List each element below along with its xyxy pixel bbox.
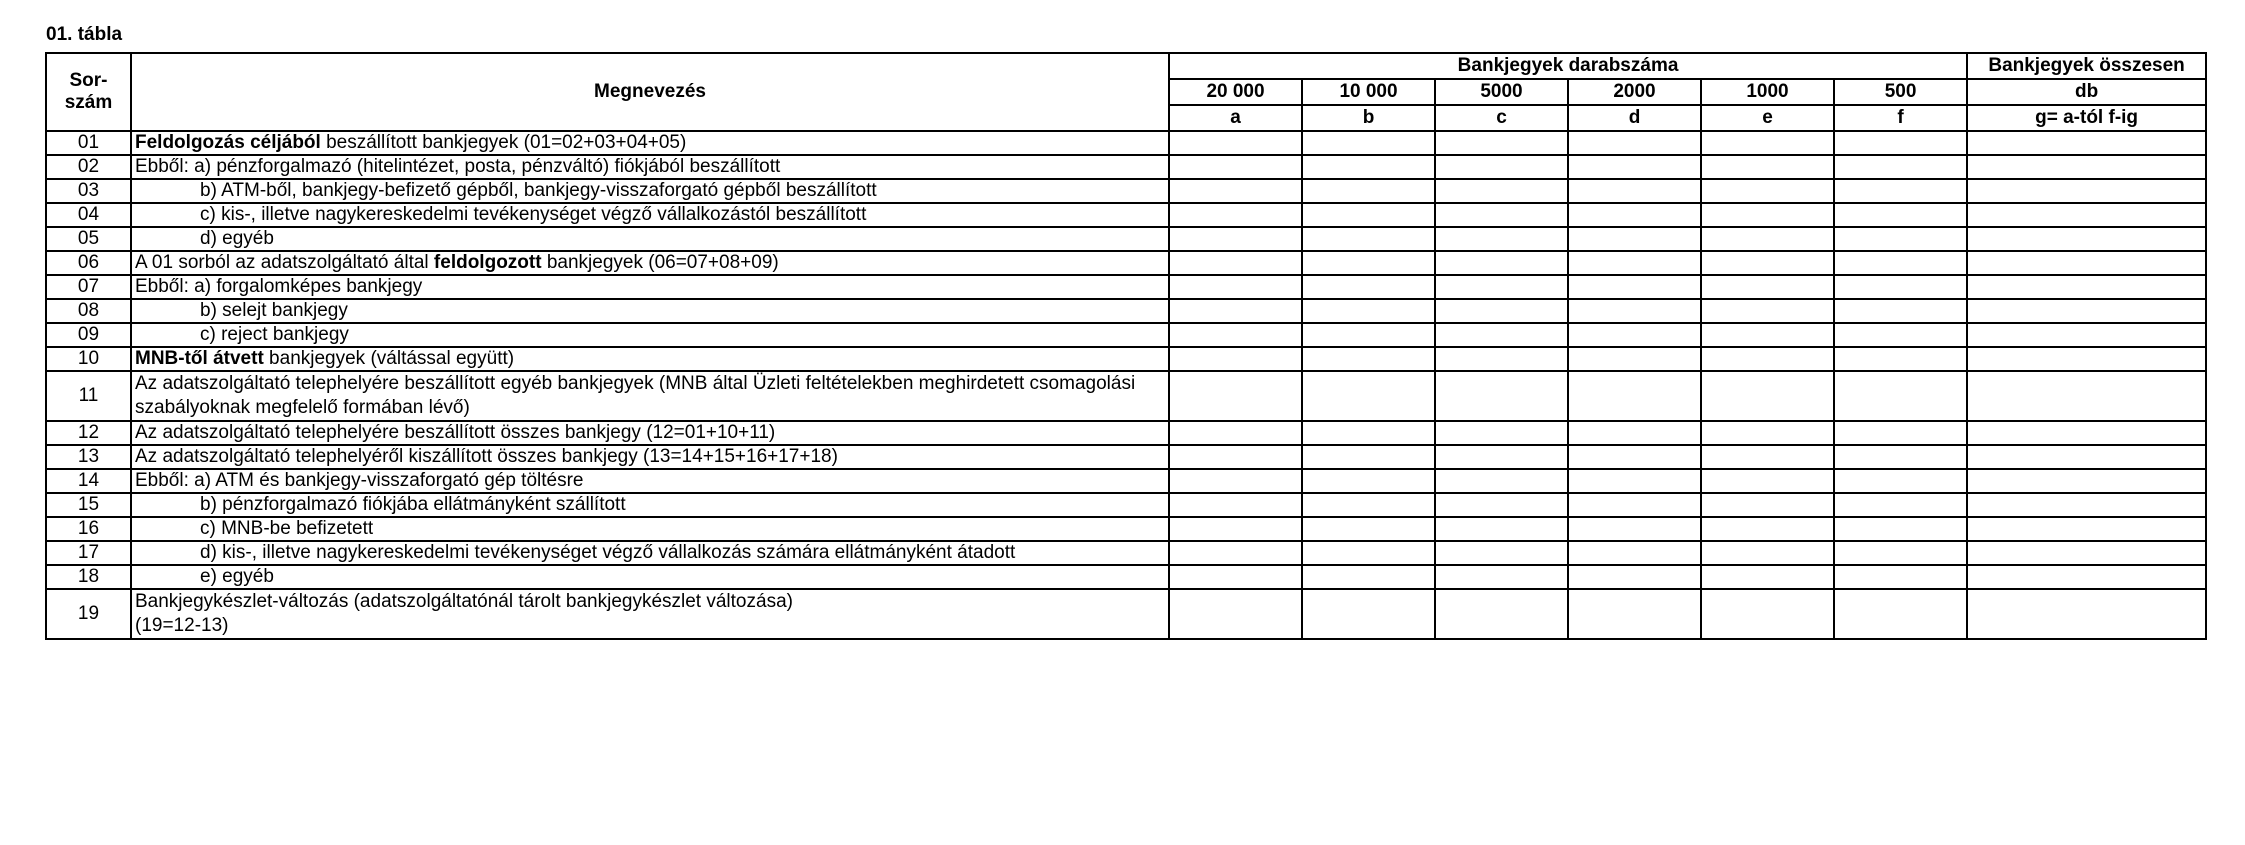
row-number: 05 bbox=[46, 227, 131, 251]
row-description bbox=[131, 517, 1169, 541]
value-cell[interactable] bbox=[1302, 469, 1435, 493]
header-denomination: 1000 bbox=[1701, 79, 1834, 105]
table-title: 01. tábla bbox=[46, 24, 123, 45]
value-cell[interactable] bbox=[1435, 131, 1568, 155]
value-cell[interactable] bbox=[1302, 131, 1435, 155]
row-description-text: A 01 sorból az adatszolgáltató által bbox=[135, 252, 434, 273]
table-row bbox=[46, 299, 2206, 323]
value-cell[interactable] bbox=[1834, 179, 1967, 203]
value-cell[interactable] bbox=[1834, 203, 1967, 227]
value-cell[interactable] bbox=[1302, 179, 1435, 203]
header-denomination: 5000 bbox=[1435, 79, 1568, 105]
table-row bbox=[46, 421, 2206, 445]
value-cell[interactable] bbox=[1435, 371, 1568, 421]
value-cell[interactable] bbox=[1967, 493, 2206, 517]
row-description bbox=[131, 131, 1169, 155]
header-sorszam-line1: Sor- bbox=[69, 70, 108, 91]
row-number: 17 bbox=[46, 541, 131, 565]
value-cell[interactable] bbox=[1302, 517, 1435, 541]
value-cell[interactable] bbox=[1967, 203, 2206, 227]
value-cell[interactable] bbox=[1435, 421, 1568, 445]
row-description-text: c) kis-, illetve nagykereskedelmi tevékenységet végző vállalkozástól beszállított bbox=[200, 204, 867, 225]
value-cell[interactable] bbox=[1834, 541, 1967, 565]
value-cell[interactable] bbox=[1834, 275, 1967, 299]
row-description-text: b) ATM-ből, bankjegy-befizető gépből, bankjegy-visszaforgató gépből beszállított bbox=[200, 180, 877, 201]
header-column-letter: d bbox=[1568, 105, 1701, 131]
value-cell[interactable] bbox=[1967, 275, 2206, 299]
row-description bbox=[131, 421, 1169, 445]
value-cell[interactable] bbox=[1568, 203, 1701, 227]
row-number: 02 bbox=[46, 155, 131, 179]
header-column-letter: e bbox=[1701, 105, 1834, 131]
row-description-text-after: bankjegyek (06=07+08+09) bbox=[541, 252, 779, 273]
table-row bbox=[46, 541, 2206, 565]
value-cell[interactable] bbox=[1169, 155, 1302, 179]
value-cell[interactable] bbox=[1701, 565, 1834, 589]
row-description bbox=[131, 275, 1169, 299]
row-description-text: d) egyéb bbox=[200, 228, 274, 249]
value-cell[interactable] bbox=[1568, 299, 1701, 323]
header-column-letter: c bbox=[1435, 105, 1568, 131]
table-row bbox=[46, 589, 2206, 639]
row-description-text: Ebből: a) forgalomképes bankjegy bbox=[135, 276, 423, 297]
value-cell[interactable] bbox=[1967, 517, 2206, 541]
value-cell[interactable] bbox=[1967, 299, 2206, 323]
value-cell[interactable] bbox=[1302, 565, 1435, 589]
value-cell[interactable] bbox=[1435, 275, 1568, 299]
value-cell[interactable] bbox=[1967, 589, 2206, 639]
row-number: 07 bbox=[46, 275, 131, 299]
value-cell[interactable] bbox=[1568, 469, 1701, 493]
value-cell[interactable] bbox=[1435, 227, 1568, 251]
value-cell[interactable] bbox=[1169, 203, 1302, 227]
value-cell[interactable] bbox=[1169, 131, 1302, 155]
row-number: 08 bbox=[46, 299, 131, 323]
value-cell[interactable] bbox=[1568, 565, 1701, 589]
value-cell[interactable] bbox=[1568, 371, 1701, 421]
value-cell[interactable] bbox=[1435, 155, 1568, 179]
table-row bbox=[46, 469, 2206, 493]
value-cell[interactable] bbox=[1701, 299, 1834, 323]
value-cell[interactable] bbox=[1169, 517, 1302, 541]
row-description-text: Az adatszolgáltató telephelyére beszállított egyéb bankjegyek (MNB által Üzleti feltételekben meghirdetett csomagolási szabályoknak megfelelő formában lévő) bbox=[135, 373, 1136, 418]
row-description-bold: Feldolgozás céljából bbox=[135, 132, 321, 153]
row-description-text: Bankjegykészlet-változás (adatszolgáltatónál tárolt bankjegykészlet változása) bbox=[135, 591, 793, 612]
value-cell[interactable] bbox=[1169, 179, 1302, 203]
value-cell[interactable] bbox=[1169, 445, 1302, 469]
value-cell[interactable] bbox=[1967, 469, 2206, 493]
header-column-letter: f bbox=[1834, 105, 1967, 131]
value-cell[interactable] bbox=[1169, 541, 1302, 565]
header-group-osszesen: Bankjegyek összesen bbox=[1967, 53, 2206, 79]
value-cell[interactable] bbox=[1435, 565, 1568, 589]
row-description bbox=[131, 445, 1169, 469]
row-number: 19 bbox=[46, 589, 131, 639]
value-cell[interactable] bbox=[1169, 227, 1302, 251]
value-cell[interactable] bbox=[1302, 589, 1435, 639]
value-cell[interactable] bbox=[1701, 203, 1834, 227]
row-description-text: b) pénzforgalmazó fiókjába ellátmányként szállított bbox=[200, 494, 626, 515]
value-cell[interactable] bbox=[1701, 421, 1834, 445]
header-denomination: 500 bbox=[1834, 79, 1967, 105]
value-cell[interactable] bbox=[1435, 469, 1568, 493]
row-number: 11 bbox=[46, 371, 131, 421]
row-description bbox=[131, 371, 1169, 421]
row-number: 09 bbox=[46, 323, 131, 347]
value-cell[interactable] bbox=[1568, 421, 1701, 445]
value-cell[interactable] bbox=[1435, 251, 1568, 275]
row-description bbox=[131, 493, 1169, 517]
value-cell[interactable] bbox=[1834, 347, 1967, 371]
row-description bbox=[131, 589, 1169, 639]
value-cell[interactable] bbox=[1435, 179, 1568, 203]
table-row bbox=[46, 227, 2206, 251]
value-cell[interactable] bbox=[1967, 251, 2206, 275]
row-description bbox=[131, 347, 1169, 371]
value-cell[interactable] bbox=[1701, 155, 1834, 179]
row-number: 06 bbox=[46, 251, 131, 275]
row-description-text: d) kis-, illetve nagykereskedelmi tevékenységet végző vállalkozás számára ellátmányként átadott bbox=[200, 542, 1016, 563]
row-number: 12 bbox=[46, 421, 131, 445]
value-cell[interactable] bbox=[1701, 371, 1834, 421]
value-cell[interactable] bbox=[1967, 541, 2206, 565]
table-row bbox=[46, 493, 2206, 517]
row-description bbox=[131, 541, 1169, 565]
row-description-bold: feldolgozott bbox=[433, 252, 542, 273]
value-cell[interactable] bbox=[1435, 445, 1568, 469]
row-description-text: b) selejt bankjegy bbox=[200, 300, 348, 321]
row-number: 03 bbox=[46, 179, 131, 203]
row-description-text: c) MNB-be befizetett bbox=[200, 518, 374, 539]
value-cell[interactable] bbox=[1435, 589, 1568, 639]
value-cell[interactable] bbox=[1701, 517, 1834, 541]
value-cell[interactable] bbox=[1834, 589, 1967, 639]
header-column-letter: b bbox=[1302, 105, 1435, 131]
header-denomination: 20 000 bbox=[1169, 79, 1302, 105]
value-cell[interactable] bbox=[1169, 299, 1302, 323]
header-sorszam bbox=[46, 53, 131, 131]
row-description bbox=[131, 155, 1169, 179]
value-cell[interactable] bbox=[1302, 251, 1435, 275]
value-cell[interactable] bbox=[1169, 371, 1302, 421]
value-cell[interactable] bbox=[1302, 421, 1435, 445]
value-cell[interactable] bbox=[1701, 541, 1834, 565]
value-cell[interactable] bbox=[1568, 227, 1701, 251]
value-cell[interactable] bbox=[1169, 565, 1302, 589]
row-description-text: c) reject bankjegy bbox=[200, 324, 349, 345]
table-row bbox=[46, 275, 2206, 299]
header-megnevezes: Megnevezés bbox=[131, 53, 1169, 131]
value-cell[interactable] bbox=[1701, 179, 1834, 203]
row-description bbox=[131, 299, 1169, 323]
row-description bbox=[131, 251, 1169, 275]
row-number: 15 bbox=[46, 493, 131, 517]
row-description-text: Ebből: a) pénzforgalmazó (hitelintézet, posta, pénzváltó) fiókjából beszállított bbox=[135, 156, 781, 177]
value-cell[interactable] bbox=[1701, 251, 1834, 275]
value-cell[interactable] bbox=[1435, 323, 1568, 347]
table-row bbox=[46, 251, 2206, 275]
value-cell[interactable] bbox=[1834, 565, 1967, 589]
table-row bbox=[46, 203, 2206, 227]
value-cell[interactable] bbox=[1701, 275, 1834, 299]
row-description-text: Az adatszolgáltató telephelyére beszállított összes bankjegy (12=01+10+11) bbox=[135, 422, 776, 443]
row-number: 16 bbox=[46, 517, 131, 541]
value-cell[interactable] bbox=[1169, 323, 1302, 347]
value-cell[interactable] bbox=[1169, 493, 1302, 517]
row-number: 18 bbox=[46, 565, 131, 589]
value-cell[interactable] bbox=[1302, 445, 1435, 469]
row-description-formula: (19=12-13) bbox=[135, 615, 229, 636]
table-row bbox=[46, 155, 2206, 179]
row-number: 10 bbox=[46, 347, 131, 371]
value-cell[interactable] bbox=[1701, 589, 1834, 639]
value-cell[interactable] bbox=[1568, 323, 1701, 347]
row-number: 13 bbox=[46, 445, 131, 469]
value-cell[interactable] bbox=[1701, 445, 1834, 469]
value-cell[interactable] bbox=[1302, 541, 1435, 565]
row-description bbox=[131, 469, 1169, 493]
header-denomination: 10 000 bbox=[1302, 79, 1435, 105]
value-cell[interactable] bbox=[1834, 251, 1967, 275]
row-description-text-after: beszállított bankjegyek (01=02+03+04+05) bbox=[320, 132, 687, 153]
value-cell[interactable] bbox=[1435, 493, 1568, 517]
value-cell[interactable] bbox=[1568, 541, 1701, 565]
value-cell[interactable] bbox=[1169, 589, 1302, 639]
table-row bbox=[46, 347, 2206, 371]
value-cell[interactable] bbox=[1435, 517, 1568, 541]
value-cell[interactable] bbox=[1568, 251, 1701, 275]
header-sorszam-line2: szám bbox=[64, 92, 113, 113]
row-description bbox=[131, 203, 1169, 227]
value-cell[interactable] bbox=[1568, 275, 1701, 299]
value-cell[interactable] bbox=[1834, 445, 1967, 469]
value-cell[interactable] bbox=[1435, 541, 1568, 565]
value-cell[interactable] bbox=[1568, 517, 1701, 541]
value-cell[interactable] bbox=[1302, 493, 1435, 517]
value-cell[interactable] bbox=[1701, 227, 1834, 251]
header-denomination: db bbox=[1967, 79, 2206, 105]
value-cell[interactable] bbox=[1701, 493, 1834, 517]
row-description bbox=[131, 227, 1169, 251]
value-cell[interactable] bbox=[1967, 323, 2206, 347]
value-cell[interactable] bbox=[1834, 131, 1967, 155]
value-cell[interactable] bbox=[1568, 445, 1701, 469]
value-cell[interactable] bbox=[1568, 155, 1701, 179]
value-cell[interactable] bbox=[1302, 371, 1435, 421]
value-cell[interactable] bbox=[1435, 347, 1568, 371]
table-row bbox=[46, 445, 2206, 469]
row-number: 04 bbox=[46, 203, 131, 227]
value-cell[interactable] bbox=[1302, 275, 1435, 299]
table-row bbox=[46, 179, 2206, 203]
value-cell[interactable] bbox=[1834, 371, 1967, 421]
header-column-letter: g= a-tól f-ig bbox=[1967, 105, 2206, 131]
row-description-text: Az adatszolgáltató telephelyéről kiszállított összes bankjegy (13=14+15+16+17+18) bbox=[135, 446, 838, 467]
header-denomination: 2000 bbox=[1568, 79, 1701, 105]
value-cell[interactable] bbox=[1435, 299, 1568, 323]
value-cell[interactable] bbox=[1834, 421, 1967, 445]
value-cell[interactable] bbox=[1302, 323, 1435, 347]
value-cell[interactable] bbox=[1967, 227, 2206, 251]
value-cell[interactable] bbox=[1967, 565, 2206, 589]
header-group-darabszam: Bankjegyek darabszáma bbox=[1169, 53, 1967, 79]
value-cell[interactable] bbox=[1302, 299, 1435, 323]
value-cell[interactable] bbox=[1967, 179, 2206, 203]
table-row bbox=[46, 323, 2206, 347]
value-cell[interactable] bbox=[1834, 155, 1967, 179]
value-cell[interactable] bbox=[1834, 299, 1967, 323]
value-cell[interactable] bbox=[1169, 421, 1302, 445]
value-cell[interactable] bbox=[1701, 347, 1834, 371]
value-cell[interactable] bbox=[1834, 493, 1967, 517]
value-cell[interactable] bbox=[1834, 323, 1967, 347]
row-description bbox=[131, 565, 1169, 589]
value-cell[interactable] bbox=[1568, 493, 1701, 517]
value-cell[interactable] bbox=[1169, 469, 1302, 493]
value-cell[interactable] bbox=[1435, 203, 1568, 227]
value-cell[interactable] bbox=[1834, 227, 1967, 251]
row-description-text-after: bankjegyek (váltással együtt) bbox=[263, 348, 515, 369]
table-row bbox=[46, 565, 2206, 589]
value-cell[interactable] bbox=[1568, 131, 1701, 155]
banknote-table bbox=[45, 52, 2207, 640]
value-cell[interactable] bbox=[1834, 517, 1967, 541]
value-cell[interactable] bbox=[1967, 445, 2206, 469]
table-row bbox=[46, 371, 2206, 421]
row-description-bold: MNB-től átvett bbox=[135, 348, 264, 369]
value-cell[interactable] bbox=[1701, 469, 1834, 493]
row-number: 01 bbox=[46, 131, 131, 155]
row-description bbox=[131, 179, 1169, 203]
value-cell[interactable] bbox=[1302, 227, 1435, 251]
table-row bbox=[46, 517, 2206, 541]
row-number: 14 bbox=[46, 469, 131, 493]
table-row bbox=[46, 131, 2206, 155]
value-cell[interactable] bbox=[1967, 421, 2206, 445]
value-cell[interactable] bbox=[1701, 131, 1834, 155]
value-cell[interactable] bbox=[1302, 203, 1435, 227]
value-cell[interactable] bbox=[1701, 323, 1834, 347]
row-description-text: e) egyéb bbox=[200, 566, 274, 587]
value-cell[interactable] bbox=[1302, 347, 1435, 371]
value-cell[interactable] bbox=[1302, 155, 1435, 179]
value-cell[interactable] bbox=[1967, 131, 2206, 155]
value-cell[interactable] bbox=[1568, 179, 1701, 203]
value-cell[interactable] bbox=[1169, 275, 1302, 299]
value-cell[interactable] bbox=[1169, 347, 1302, 371]
value-cell[interactable] bbox=[1568, 347, 1701, 371]
value-cell[interactable] bbox=[1169, 251, 1302, 275]
value-cell[interactable] bbox=[1568, 589, 1701, 639]
row-description bbox=[131, 323, 1169, 347]
header-column-letter: a bbox=[1169, 105, 1302, 131]
value-cell[interactable] bbox=[1834, 469, 1967, 493]
value-cell[interactable] bbox=[1967, 371, 2206, 421]
row-description-text: Ebből: a) ATM és bankjegy-visszaforgató gép töltésre bbox=[135, 470, 584, 491]
value-cell[interactable] bbox=[1967, 347, 2206, 371]
value-cell[interactable] bbox=[1967, 155, 2206, 179]
